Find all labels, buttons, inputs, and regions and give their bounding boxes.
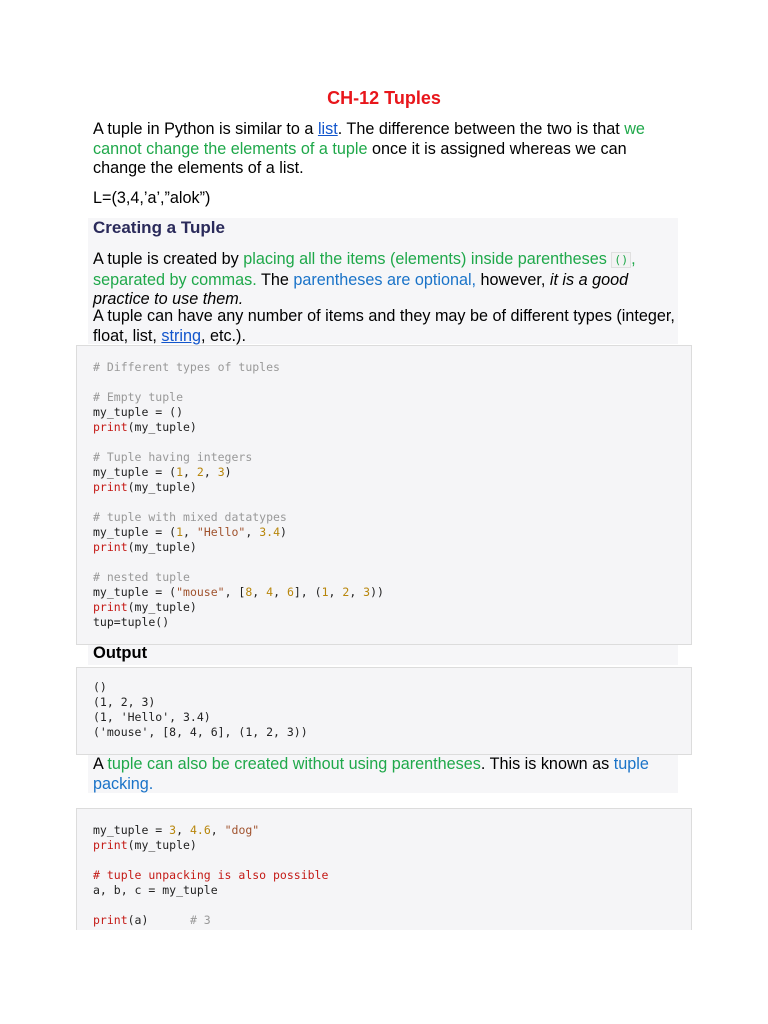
output-band xyxy=(88,645,678,665)
creating-paragraph: A tuple is created by placing all the items (elements) inside parentheses () , separated by commas. The parentheses are optional, however, it is a good practice to use them. xyxy=(93,250,636,308)
list-link[interactable]: list xyxy=(317,120,338,138)
page-title: CH-12 Tuples xyxy=(327,88,441,108)
code-output: () (1, 2, 3) (1, 'Hello', 3.4) ('mouse', [8, 4, 6], (1, 2, 3)) xyxy=(93,680,308,739)
string-link[interactable]: string xyxy=(161,326,201,345)
tuple-example: L=(3,4,’a’,”alok”) xyxy=(93,189,211,207)
creating-tuple-heading: Creating a Tuple xyxy=(93,218,225,237)
parentheses-code: () xyxy=(611,252,631,268)
output-heading: Output xyxy=(93,644,148,662)
packing-paragraph: A tuple can also be created without using parentheses. This is known as tuple packing. xyxy=(93,755,649,793)
code-packing: my_tuple = 3, 4.6, "dog" print(my_tuple) # tuple unpacking is also possible a, b, c = my_tuple print(a) # 3 xyxy=(93,823,329,927)
intro-paragraph: A tuple in Python is similar to a list. The difference between the two is that we cannot change the elements of a tuple once it is assigned whereas we can change the elements of a list. xyxy=(93,120,645,177)
code-tuples: # Different types of tuples # Empty tuple my_tuple = () print(my_tuple) # Tuple having integers my_tuple = (1, 2, 3) print(my_tuple) # tuple with mixed datatypes my_tuple = (1, "Hello", 3.4) print(my_tuple) # nested tuple my_tuple = ("mouse", [8, 4, 6], (1, 2, 3)) print(my_tuple) tup=tuple() xyxy=(93,360,384,629)
types-paragraph: A tuple can have any number of items and they may be of different types (integer, float, list, string, etc.). xyxy=(93,307,675,345)
